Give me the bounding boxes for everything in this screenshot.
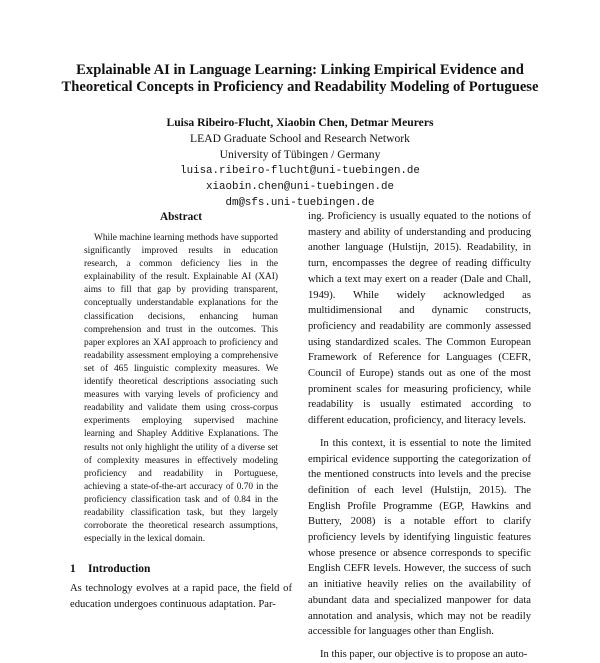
email-3: dm@sfs.uni-tuebingen.de [225,197,375,209]
section-number: 1 [70,563,76,576]
section-heading-introduction [70,561,292,577]
paper-title: Explainable AI in Language Learning: Linking Empirical Evidence and Theoretical Concepts in Proficiency and Readability Modeling of Portuguese [61,62,539,95]
abstract-text: While machine learning methods have supported significantly improved results in education research, a common deficiency lies in the explainability of the result. Explainable AI (XAI) aims to fill that gap by providing transparent, conceptually understandable explanations for the classification decisions, enhancing human comprehension and trust in the outcomes. This paper explores an XAI approach to proficiency and readability assessment employing a comprehensive set of 465 linguistic complexity measures. We identify theoretical descriptions associating such measures with varying levels of proficiency and readability and validate them using cross-corpus experiments employing supervised machine learning and Shapley Additive Explanations. The results not only highlight the utility of a diverse set of complexity measures in effectively modeling proficiency and readability in Portuguese, achieving a state-of-the-art accuracy of 0.70 in the proficiency classification task and of 0.84 in the readability classification task, but they largely corroborate the theoretical research assumptions, especially in the lexical domain. [84,233,278,545]
institution: University of Tübingen / Germany [219,148,381,161]
affiliation: LEAD Graduate School and Research Network [190,132,410,145]
right-paragraph-2: In this context, it is essential to note the limited empirical evidence supporting the categorization of the mentioned constructs into levels and the precise definition of each level (Hulstijn, 2015). The English Profile Programme (EGP, Hawkins and Buttery, 2008) is a notable effort to clarify proficiency levels by identifying linguistic features whose presence or absence corresponds to specific English CEFR levels. However, the success of such an initiative heavily relies on the availability of abundant data and specialized manpower for data annotation and analysis, which may not be readily accessible for languages other than English. [308,437,531,638]
email-2: xiaobin.chen@uni-tuebingen.de [206,181,394,193]
right-column [308,209,531,663]
right-paragraph-1: ing. Proficiency is usually equated to the notions of mastery and ability of understanding and producing another language (Hulstijn, 2015). Readability, in turn, encompasses the degree of reading difficulty which a text may exert on a reader (Dale and Chall, 1949). While widely acknowledged as multidimensional and dynamic constructs, proficiency and readability are commonly assessed using standardized scales. The Common European Framework of Reference for Languages (CEFR, Council of Europe) stands out as one of the most prominent scales for measuring proficiency, while readability is usually estimated according to different education, proficiency, and literacy levels. [308,211,531,427]
left-column [70,209,292,613]
section-title: Introduction [88,563,151,576]
introduction-paragraph: As technology evolves at a rapid pace, the field of education undergoes continuous adaptation. Par- [70,583,292,610]
email-1: luisa.ribeiro-flucht@uni-tuebingen.de [180,165,420,177]
author-names: Luisa Ribeiro-Flucht, Xiaobin Chen, Detmar Meurers [166,116,434,129]
right-paragraph-3: In this paper, our objective is to propose an auto- [320,648,528,660]
abstract-heading: Abstract [159,211,203,223]
author-block [60,115,540,211]
